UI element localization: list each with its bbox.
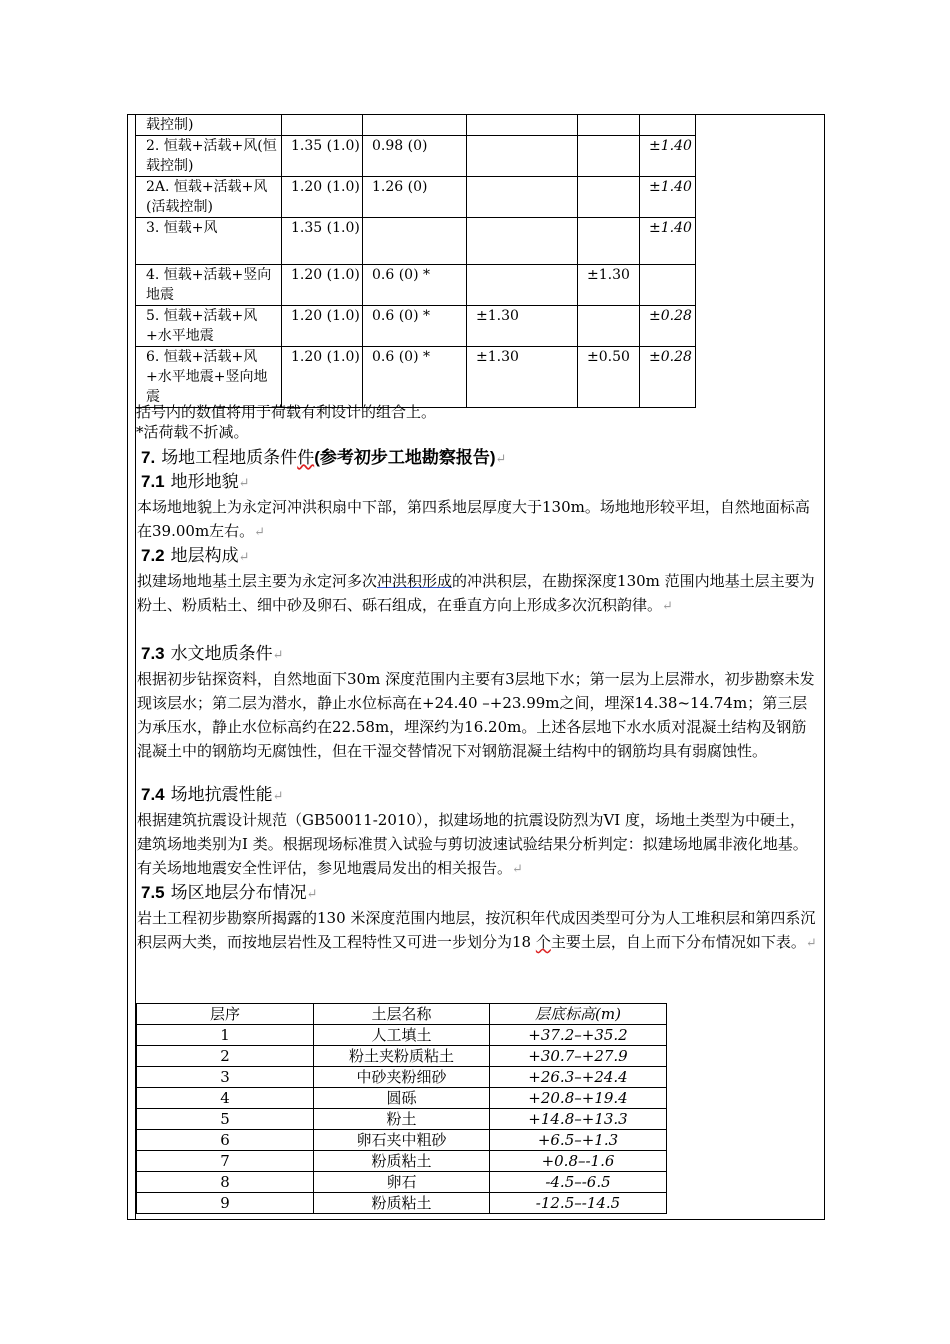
section-title: 场地抗震性能: [170, 785, 273, 805]
table-cell: [282, 115, 363, 136]
table-cell: 载控制): [136, 115, 282, 136]
paragraph-mark: ↵: [238, 476, 250, 491]
table-cell: 0.6 (0) *: [363, 306, 467, 347]
table-cell: 0.98 (0): [363, 136, 467, 177]
table-cell: 0.6 (0) *: [363, 265, 467, 306]
table-cell: +14.8–+13.3: [490, 1109, 667, 1130]
table-cell: [578, 136, 640, 177]
column-header: 层序: [137, 1004, 314, 1025]
table-cell: [578, 218, 640, 265]
section-title: 水文地质条件: [170, 644, 273, 664]
strata-table: [136, 1003, 667, 1214]
table-cell: [578, 306, 640, 347]
table-cell: [467, 265, 578, 306]
table-row: [136, 115, 696, 136]
table-cell: [467, 136, 578, 177]
table-cell: -4.5–-6.5: [490, 1172, 667, 1193]
paragraph-mark: ↵: [662, 599, 673, 614]
table-cell: 粉质粘土: [314, 1151, 490, 1172]
table-cell: +30.7–+27.9: [490, 1046, 667, 1067]
table-cell: +26.3–+24.4: [490, 1067, 667, 1088]
table-row: [136, 265, 696, 306]
paragraph-text: 主要土层，自上而下分布情况如下表。: [550, 933, 806, 951]
table-cell: [467, 218, 578, 265]
table-cell: [640, 265, 696, 306]
table-header-row: [137, 1004, 667, 1025]
note-favorable: 括号内的数值将用于荷载有利设计的组合上。: [136, 403, 437, 421]
load-combination-table: [135, 114, 696, 408]
section-heading-7: [141, 447, 506, 471]
table-cell: +37.2–+35.2: [490, 1025, 667, 1046]
section-subtitle: (参考初步工地勘察报告): [314, 448, 496, 467]
table-cell: ±1.40: [640, 136, 696, 177]
table-cell: 粉土: [314, 1109, 490, 1130]
table-row: [137, 1130, 667, 1151]
table-cell: 2A. 恒载+活载+风(活载控制): [136, 177, 282, 218]
table-cell: -12.5–-14.5: [490, 1193, 667, 1214]
section-heading-7-2: [141, 545, 250, 569]
paragraph-7-1: [137, 495, 817, 545]
paragraph-mark: ↵: [254, 525, 266, 540]
table-row: [137, 1109, 667, 1130]
section-number: 7.: [141, 448, 156, 467]
table-cell: 4. 恒载+活载+竖向地震: [136, 265, 282, 306]
table-row: [136, 347, 696, 408]
note-live-load: *活荷载不折减。: [136, 423, 249, 441]
table-cell: [467, 115, 578, 136]
table-row: [136, 306, 696, 347]
paragraph-mark: ↵: [238, 550, 250, 565]
table-cell: +6.5–+1.3: [490, 1130, 667, 1151]
section-title-typo: 件: [297, 448, 315, 468]
section-title: 地层构成: [170, 546, 239, 566]
section-title: 地形地貌: [170, 472, 239, 492]
section-number: 7.3: [141, 644, 165, 663]
table-row: [136, 136, 696, 177]
table-cell: ±0.28: [640, 306, 696, 347]
table-cell: +0.8–-1.6: [490, 1151, 667, 1172]
table-cell: 1.20 (1.0): [282, 265, 363, 306]
table-row: [136, 177, 696, 218]
table-cell: 1.20 (1.0): [282, 306, 363, 347]
paragraph-text: 本场地地貌上为永定河冲洪积扇中下部，第四系地层厚度大于130m。场地地形较平坦，自然地面标高在39.00m左右。: [137, 498, 810, 540]
table-cell: ±0.50: [578, 347, 640, 408]
section-heading-7-1: [141, 471, 250, 495]
table-row: [137, 1046, 667, 1067]
table-row: [137, 1172, 667, 1193]
table-cell: 0.6 (0) *: [363, 347, 467, 408]
table-cell: ±1.40: [640, 177, 696, 218]
table-cell: 圆砾: [314, 1088, 490, 1109]
table-cell: [640, 115, 696, 136]
table-row: [137, 1151, 667, 1172]
paragraph-text: 的冲洪积层，在勘探深度130m 范围内地基土层主要为粉土、粉质粘土、细中砂及卵石、砾石组成，在垂直方向上形成多次沉积韵律。: [137, 572, 815, 614]
paragraph-mark: ↵: [495, 452, 507, 467]
table-cell: 人工填土: [314, 1025, 490, 1046]
table-cell: +20.8–+19.4: [490, 1088, 667, 1109]
table-cell: ±1.30: [467, 306, 578, 347]
table-cell: 粉质粘土: [314, 1193, 490, 1214]
table-cell: 8: [137, 1172, 314, 1193]
table-cell: [578, 115, 640, 136]
table-cell: 9: [137, 1193, 314, 1214]
paragraph-mark: ↵: [805, 936, 817, 951]
table-cell: 1.26 (0): [363, 177, 467, 218]
table-cell: 6. 恒载+活载+风+水平地震+竖向地震: [136, 347, 282, 408]
section-title: 场地工程地质条件: [161, 448, 298, 468]
column-header: 土层名称: [314, 1004, 490, 1025]
section-number: 7.1: [141, 472, 165, 491]
section-heading-7-4: [141, 784, 284, 808]
paragraph-mark: ↵: [306, 887, 318, 902]
table-cell: 6: [137, 1130, 314, 1151]
table-cell: 卵石: [314, 1172, 490, 1193]
table-row: [137, 1067, 667, 1088]
section-title: 场区地层分布情况: [170, 883, 307, 903]
table-row: [137, 1088, 667, 1109]
section-number: 7.5: [141, 883, 165, 902]
paragraph-mark: ↵: [272, 648, 284, 663]
paragraph-text: 拟建场地地基土层主要为永定河多次: [137, 572, 378, 590]
table-cell: 3. 恒载+风: [136, 218, 282, 265]
table-cell: 卵石夹中粗砂: [314, 1130, 490, 1151]
table-row: [137, 1193, 667, 1214]
table-cell: ±1.30: [467, 347, 578, 408]
paragraph-mark: ↵: [272, 789, 284, 804]
table-cell: 5: [137, 1109, 314, 1130]
table-cell: [363, 115, 467, 136]
table-cell: [578, 177, 640, 218]
table-row: [136, 218, 696, 265]
table-cell: 中砂夹粉细砂: [314, 1067, 490, 1088]
column-header: 层底标高(m): [490, 1004, 667, 1025]
section-heading-7-5: [141, 882, 318, 906]
table-cell: 1: [137, 1025, 314, 1046]
table-cell: 7: [137, 1151, 314, 1172]
table-cell: 5. 恒载+活载+风+水平地震: [136, 306, 282, 347]
section-number: 7.2: [141, 546, 165, 565]
table-cell: ±1.40: [640, 218, 696, 265]
table-cell: 1.20 (1.0): [282, 347, 363, 408]
paragraph-mark: ↵: [512, 862, 523, 877]
table-cell: 4: [137, 1088, 314, 1109]
paragraph-text: 岩土工程初步勘察所揭露的130 米深度范围内地层，按沉积年代成因类型可分为人工堆积层和第四系沉积层两大类，而按地层岩性及工程特性又可进一步划分为18: [137, 909, 816, 951]
paragraph-7-2: [137, 569, 817, 619]
table-cell: ±1.30: [578, 265, 640, 306]
paragraph-text: 根据建筑抗震设计规范（GB50011-2010），拟建场地的抗震设防烈为VI 度，场地土类型为中硬土，建筑场地类别为I 类。根据现场标准贯入试验与剪切波速试验结果分析判定：拟建场地属非液化地基。有关场地地震安全性评估，参见地震局发出的相关报告。: [137, 811, 808, 877]
table-cell: ±0.28: [640, 347, 696, 408]
underlined-text: 冲洪积形成: [377, 572, 453, 590]
table-cell: 1.35 (1.0): [282, 218, 363, 265]
paragraph-7-5: [137, 906, 817, 956]
paragraph-7-3: 根据初步钻探资料，自然地面下30m 深度范围内主要有3层地下水；第一层为上层滞水，初步勘察未发现该层水；第二层为潜水，静止水位标高在+24.40 –+23.99m之间，埋深14.38~14.74m；第三层为承压水，静止水位标高约在22.58m，埋深约为16.20m。上述各层地下水水质对混凝土结构及钢筋混凝土中的钢筋均无腐蚀性，但在干湿交替情况下对钢筋混凝土结构中的钢筋均具有弱腐蚀性。: [137, 670, 815, 760]
table-cell: 粉土夹粉质粘土: [314, 1046, 490, 1067]
table-cell: [363, 218, 467, 265]
underlined-text: 个: [535, 933, 551, 951]
table-cell: 2. 恒载+活载+风(恒载控制): [136, 136, 282, 177]
table-cell: 1.20 (1.0): [282, 177, 363, 218]
table-cell: 3: [137, 1067, 314, 1088]
section-number: 7.4: [141, 785, 165, 804]
table-cell: [467, 177, 578, 218]
paragraph-7-4: [137, 808, 817, 882]
table-cell: 2: [137, 1046, 314, 1067]
section-heading-7-3: [141, 643, 284, 667]
table-cell: 1.35 (1.0): [282, 136, 363, 177]
table-row: [137, 1025, 667, 1046]
